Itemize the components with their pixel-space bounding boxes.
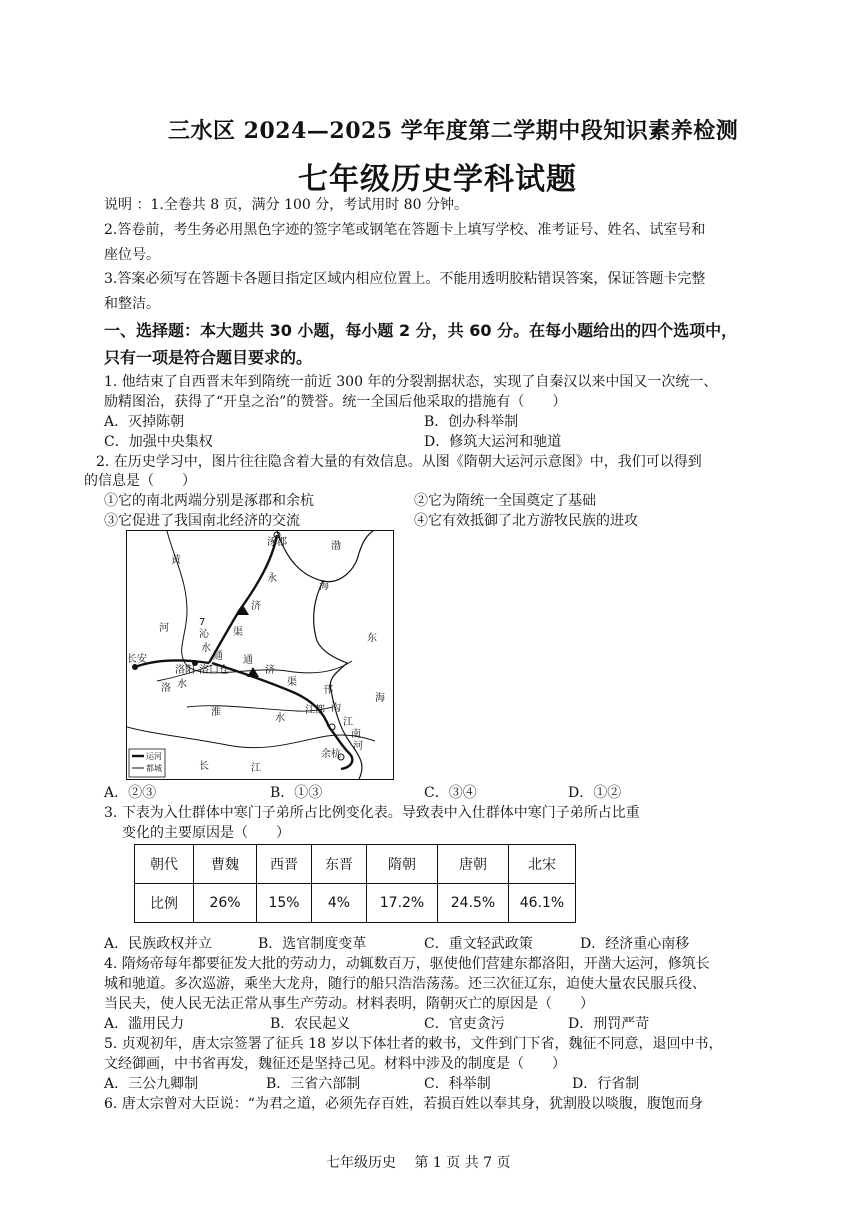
map-label-gou: 沟	[331, 703, 341, 714]
map-legend-canal: 运河	[146, 752, 162, 761]
instruction-line: 说明 ：1.全卷共 8 页，满分 100 分，考试用时 80 分钟。	[104, 197, 468, 213]
question-2-statement-4: ④它有效抵御了北方游牧民族的进攻	[414, 513, 638, 529]
map-label-he: 河	[159, 623, 169, 634]
question-2-stem: 2. 在历史学习中，图片往往隐含着大量的有效信息。从图《隋朝大运河示意图》中，我们可以得到	[96, 454, 702, 470]
exam-title-line1: 三水区 2024—2025 学年度第二学期中段知识素养检测	[168, 118, 739, 144]
map-label-num7: 7	[199, 617, 206, 628]
question-4-option-a: A．滥用民力	[104, 1016, 185, 1032]
map-label-luo-shui: 水	[177, 679, 187, 690]
question-1-stem: 1. 他结束了自西晋末年到隋统一前近 300 年的分裂割据状态，实现了自秦汉以来中国又一次统一、	[104, 374, 718, 390]
table-header-cell: 朝代	[135, 845, 194, 884]
question-3-stem: 变化的主要原因是（ ）	[122, 825, 290, 841]
question-3-option-c: C．重文轻武政策	[424, 936, 533, 952]
map-label-jiang-n: 江	[343, 717, 353, 728]
table-row	[135, 845, 576, 884]
map-label-he2: 河	[353, 741, 363, 752]
question-3-option-b: B．选官制度变革	[258, 936, 367, 952]
map-label-huai-shui: 水	[275, 713, 285, 724]
question-1-stem: 励精图治，获得了“开皇之治”的赞誉。统一全国后他采取的措施有（ ）	[104, 394, 567, 410]
question-5-option-c: C．科举制	[424, 1076, 491, 1092]
question-6-stem: 6. 唐太宗曾对大臣说：“为君之道，必须先存百姓，若损百姓以奉其身，犹割股以啖腹，腹饱而身	[104, 1096, 703, 1112]
instruction-line: 2.答卷前，考生务必用黑色字迹的签字笔或钢笔在答题卡上填写学校、准考证号、姓名、试室号和	[104, 222, 706, 238]
question-1-option-a: A．灭掉陈朝	[104, 414, 185, 430]
map-label-huai: 淮	[211, 707, 221, 718]
table-header-cell: 东晋	[312, 845, 367, 884]
table-header-cell: 唐朝	[438, 845, 509, 884]
question-3-option-a: A．民族政权并立	[104, 936, 213, 952]
table-cell: 15%	[257, 884, 312, 923]
question-1-option-d: D．修筑大运河和驰道	[424, 434, 562, 450]
map-legend-city: 都城	[146, 764, 162, 773]
question-1-option-c: C．加强中央集权	[104, 434, 213, 450]
map-label-dong: 东	[367, 633, 377, 644]
table-header-cell: 北宋	[509, 845, 576, 884]
map-label-changan: 长安	[127, 654, 147, 665]
sui-grand-canal-map	[126, 530, 394, 780]
map-label-tongji-2: 济	[265, 665, 275, 676]
table-cell: 17.2%	[367, 884, 438, 923]
question-4-option-d: D．刑罚严苛	[568, 1016, 650, 1032]
map-label-hai-north: 海	[319, 581, 329, 592]
table-cell: 4%	[312, 884, 367, 923]
section-heading: 一、选择题：本大题共 30 小题，每小题 2 分，共 60 分。在每小题给出的四个选项中，	[104, 321, 738, 340]
table-header-cell: 隋朝	[367, 845, 438, 884]
question-4-stem: 4. 隋炀帝每年都要征发大批的劳动力，动辄数百万，驱使他们营建东都洛阳，开凿大运河，修筑长	[104, 956, 710, 972]
map-label-shui: 水	[201, 643, 211, 654]
map-label-nan: 南	[351, 729, 361, 740]
map-label-ji: 济	[251, 601, 261, 612]
map-label-qin: 沁	[199, 629, 209, 640]
map-label-jiangdu: 江都	[305, 705, 325, 716]
table-header-cell: 曹魏	[194, 845, 257, 884]
map-label-han: 邗	[323, 685, 333, 696]
map-label-bo: 渤	[331, 541, 341, 552]
question-2-statement-3: ③它促进了我国南北经济的交流	[104, 513, 300, 529]
map-label-luo: 洛	[161, 683, 171, 694]
question-5-stem: 文经御画，中书省再发，魏征还是坚持己见。材料中涉及的制度是（ ）	[104, 1056, 566, 1072]
map-label-jiang: 江	[251, 763, 261, 774]
question-5-option-a: A．三公九卿制	[104, 1076, 199, 1092]
table-cell: 比例	[135, 884, 194, 923]
map-label-huang: 黄	[171, 555, 181, 566]
map-label-qu: 渠	[233, 627, 243, 638]
question-1-option-b: B．创办科举制	[424, 414, 519, 430]
question-3-stem: 3. 下表为入仕群体中寒门子弟所占比例变化表。导致表中入仕群体中寒门子弟所占比重	[104, 805, 640, 821]
map-label-yuhang: 余杭	[321, 749, 341, 760]
page-footer: 七年级历史 第 1 页 共 7 页	[326, 1155, 511, 1171]
map-label-chang: 长	[199, 761, 209, 772]
question-5-stem: 5. 贞观初年，唐太宗签署了征兵 18 岁以下体壮者的敕书，文件到门下省，魏征不同意，退回中书，	[104, 1036, 723, 1052]
map-label-tongji-3: 渠	[287, 677, 297, 688]
table-cell: 26%	[194, 884, 257, 923]
map-label-tongji-1: 通	[243, 655, 253, 666]
section-heading: 只有一项是符合题目要求的。	[104, 348, 313, 367]
table-row	[135, 884, 576, 923]
instruction-line: 3.答案必须写在答题卡各题目指定区域内相应位置上。不能用透明胶粘错误答案，保证答题卡完整	[104, 271, 706, 287]
instruction-line: 座位号。	[104, 247, 160, 263]
question-2-option-d: D．①②	[568, 785, 622, 801]
question-2-option-b: B．①③	[270, 785, 323, 801]
question-4-stem: 当民夫，使人民无法正常从事生产劳动。材料表明，隋朝灭亡的原因是（ ）	[104, 996, 594, 1012]
question-4-stem: 城和驰道。多次巡游，乘坐大龙舟，随行的船只浩浩荡荡。还三次征辽东，迫使大量农民服兵役、	[104, 976, 706, 992]
map-label-luoyang: 洛阳	[175, 665, 195, 676]
question-2-option-a: A．②③	[104, 785, 157, 801]
question-4-option-b: B．农民起义	[270, 1016, 351, 1032]
question-5-option-b: B．三省六部制	[266, 1076, 361, 1092]
instruction-line: 和整洁。	[104, 296, 160, 312]
question-3-option-d: D．经济重心南移	[580, 936, 690, 952]
question-5-option-d: D．行省制	[572, 1076, 640, 1092]
map-label-luokou: 洛口仓	[199, 665, 229, 676]
map-figure	[127, 531, 393, 779]
table-header-cell: 西晋	[257, 845, 312, 884]
question-2-stem: 的信息是（ ）	[84, 473, 196, 489]
table-cell: 24.5%	[438, 884, 509, 923]
map-label-zhuojun: 涿郡	[267, 537, 287, 548]
map-label-yong: 永	[267, 573, 277, 584]
exam-title-line2: 七年级历史学科试题	[298, 162, 577, 197]
map-label-hai-east: 海	[375, 693, 385, 704]
question-2-option-c: C．③④	[424, 785, 477, 801]
question-2-statement-1: ①它的南北两端分别是涿郡和余杭	[104, 493, 314, 509]
ratio-table	[134, 844, 576, 923]
map-label-tong: 通	[213, 651, 223, 662]
table-cell: 46.1%	[509, 884, 576, 923]
question-2-statement-2: ②它为隋统一全国奠定了基础	[414, 493, 596, 509]
question-4-option-c: C．官吏贪污	[424, 1016, 505, 1032]
